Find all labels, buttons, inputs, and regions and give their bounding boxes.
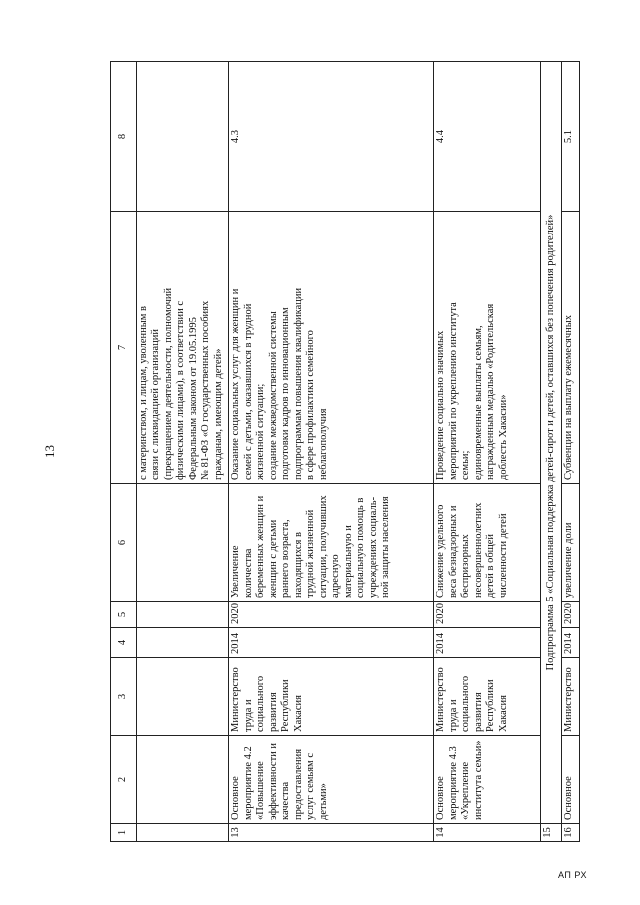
header-cell: 1 — [111, 824, 137, 842]
activities-cell: Оказание социальных услуг для женщин и семей с детьми, оказавшихся в трудной жизненной ситуации; создание межведомственной системы подготовки кадров по инновационным подпрограммам повышения квалификации в сфере профилактики семейного неблагополучия — [229, 212, 434, 484]
executor-cell: Министерство — [561, 658, 579, 736]
measure-cell: Основное мероприятие 4.3 «Укрепление института семьи» — [434, 736, 541, 824]
start-year-cell: 2014 — [434, 628, 541, 658]
start-year-cell: 2014 — [229, 628, 434, 658]
result-cell: увеличение доли — [561, 484, 579, 602]
indicator-cell: 4.3 — [229, 62, 434, 212]
program-table — [110, 61, 580, 842]
executor-cell: Министерство труда и социального развития Республики Хакасия — [229, 658, 434, 736]
header-cell: 2 — [111, 736, 137, 824]
end-year-cell: 2020 — [434, 602, 541, 628]
continuation-text-cell: с материнством, и лицам, уволенным в связи с ликвидацией организаций (прекращением деятельности, полномочий физическими лицами), в соответствии с Федеральным законом от 19.05.1995 № 81-ФЗ «О государственных пособиях гражданам, имеющим детей» — [136, 212, 229, 484]
subprogram-title: Подпрограмма 5 «Социальная поддержка детей-сирот и детей, оставшихся без попечения родителей» — [541, 62, 562, 824]
subprogram-row — [541, 62, 562, 842]
result-cell: Увеличение количества беременных женщин и женщин с детьми раннего возраста, находящихся в трудной жизненной ситуации, получивших адресную материальную и социальную помощь в учреждениях социаль- ной защиты населения — [229, 484, 434, 602]
end-year-cell: 2020 — [229, 602, 434, 628]
footer-mark: АП РХ — [558, 870, 587, 880]
header-cell: 5 — [111, 602, 137, 628]
measure-cell: Основное — [561, 736, 579, 824]
indicator-cell: 5.1 — [561, 62, 579, 212]
row-number: 16 — [561, 824, 579, 842]
table-row — [229, 62, 434, 842]
measure-cell: Основное мероприятие 4.2 «Повышение эффективности и качества предоставления услуг семьям с детьми» — [229, 736, 434, 824]
table-row — [434, 62, 541, 842]
result-cell: Снижение удельного веса безнадзорных и беспризорных несовершеннолетних детей в общей численности детей — [434, 484, 541, 602]
activities-cell: Проведение социально значимых мероприятий по укреплению института семьи; единовременные выплаты семьям, награжденным медалью «Родительская доблесть Хакасии» — [434, 212, 541, 484]
header-cell: 3 — [111, 658, 137, 736]
page-number: 13 — [42, 445, 57, 458]
continuation-row — [136, 62, 229, 842]
executor-cell: Министерство труда и социального развития Республики Хакасия — [434, 658, 541, 736]
end-year-cell: 2020 — [561, 602, 579, 628]
row-number: 15 — [541, 824, 562, 842]
table-row — [561, 62, 579, 842]
activities-cell: Субвенции на выплату ежемесячных — [561, 212, 579, 484]
row-number: 13 — [229, 824, 434, 842]
header-cell: 7 — [111, 212, 137, 484]
start-year-cell: 2014 — [561, 628, 579, 658]
header-cell: 6 — [111, 484, 137, 602]
header-row — [111, 62, 137, 842]
rotated-table-wrapper — [110, 62, 580, 842]
row-number: 14 — [434, 824, 541, 842]
indicator-cell: 4.4 — [434, 62, 541, 212]
header-cell: 8 — [111, 62, 137, 212]
header-cell: 4 — [111, 628, 137, 658]
